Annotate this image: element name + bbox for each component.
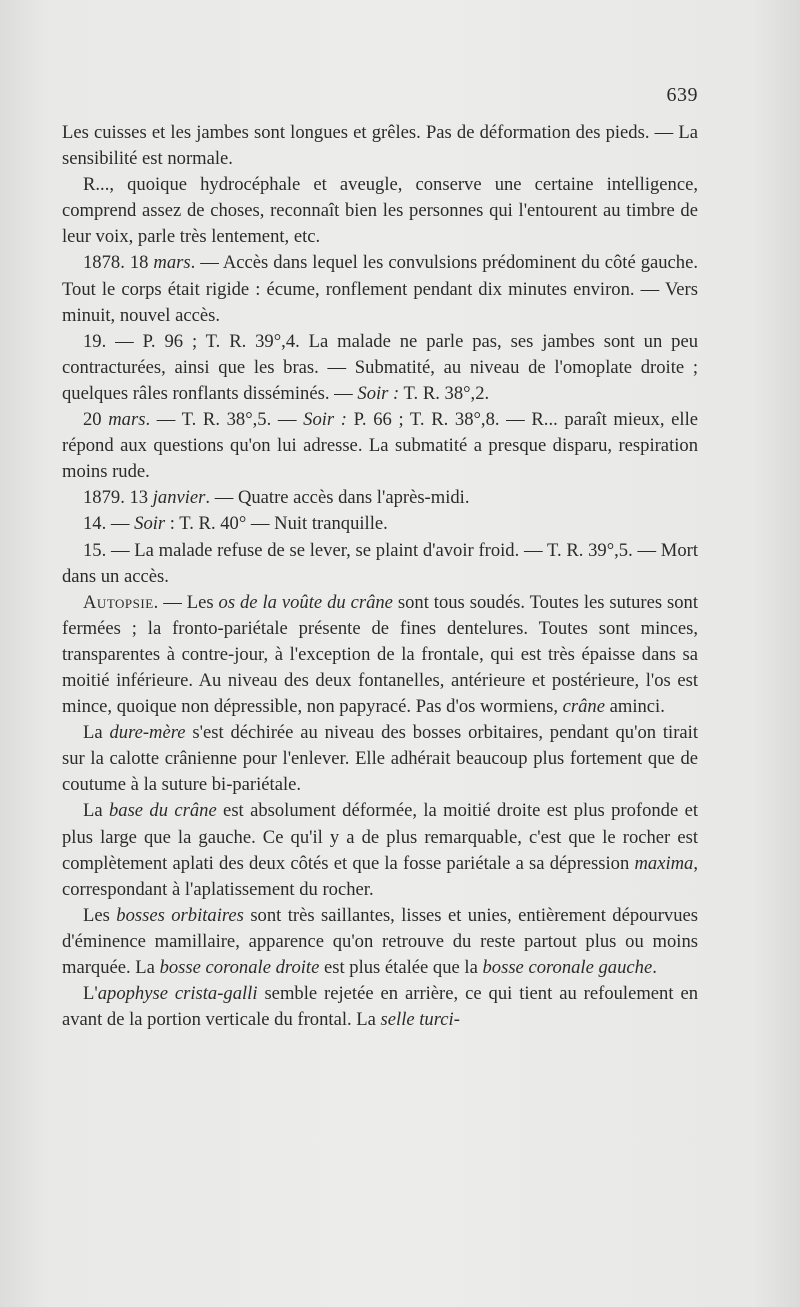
text-run: aminci. [604, 696, 665, 718]
italic-text: dure-mère [109, 722, 186, 744]
text-run: 1879. 13 [83, 487, 153, 509]
italic-text: mars [108, 409, 146, 431]
text-run: : T. R. 40° — Nuit tranquille. [165, 513, 388, 535]
text-run: L' [83, 983, 98, 1005]
paragraph: R..., quoique hydrocéphale et aveugle, conserve une certaine intelligence, comprend assez de choses, reconnaît bien les personnes qui l'entourent au timbre de leur voix, parle très lentement, etc. [62, 174, 698, 248]
text-run: semble rejetée en arrière, ce qui tient au refoulement en avant de la portion verticale du frontal. La [62, 983, 698, 1031]
text-run: 14. — [83, 513, 135, 535]
paragraph [62, 981, 698, 1033]
text-run: 19. — P. 96 ; T. R. 39°,4. La malade ne parle pas, ses jambes sont un peu contracturées, ainsi que les bras. — Submatité, au niveau de l'omoplate droite ; quelques râles ronflants disséminés. — [62, 330, 698, 404]
text-run: 20 [83, 409, 109, 431]
paragraph: 15. — La malade refuse de se lever, se plaint d'avoir froid. — T. R. 39°,5. — Mort dans un accès. [62, 539, 698, 587]
paragraph [62, 590, 698, 720]
body-text [62, 120, 698, 1033]
paragraph [62, 511, 698, 537]
section-label: Autopsie [83, 591, 154, 613]
text-run: est absolument déformée, la moitié droite est plus profonde et plus large que la gauche. Ce qu'il y a de plus remarquable, c'est que le rocher est complètement aplati des deux côtés et que la fosse pariétale a sa dépression [62, 800, 698, 874]
text-run: sont très saillantes, lisses et unies, entièrement dépourvues d'éminence mamillaire, apparence qu'on retrouve du reste partout plus ou moins marquée. La [62, 904, 698, 978]
italic-text: Soir [134, 513, 166, 535]
paragraph [62, 798, 698, 902]
paragraph: Les cuisses et les jambes sont longues et grêles. Pas de déformation des pieds. — La sensibilité est normale. [62, 122, 698, 170]
text-run: sont tous soudés. Toutes les sutures sont fermées ; la fronto-pariétale présente de fines dentelures. Toutes sont minces, transparentes à contre-jour, à l'exception de la frontale, qui est très épaisse dans sa moitié inférieure. Au niveau des deux fontanelles, antérieure et postérieure, l'os est mince, quoique non dépressible, non papyracé. Pas d'os wormiens, [62, 591, 699, 718]
italic-text: os de la voûte du crâne [218, 591, 393, 613]
text-run: . — Accès dans lequel les convulsions prédominent du côté gauche. Tout le corps était rigide : écume, ronflement pendant dix minutes environ. — Vers minuit, nouvel accès. [62, 252, 699, 326]
paragraph [62, 329, 698, 407]
text-run: est plus étalée que la [319, 957, 483, 978]
italic-text: bosses orbitaires [116, 904, 244, 926]
text-run: . — Quatre accès dans l'après-midi. [205, 487, 470, 509]
text-run: T. R. 38°,2. [399, 382, 490, 404]
paragraph [62, 407, 698, 485]
italic-text: Soir : [357, 382, 400, 404]
paragraph [62, 485, 698, 511]
italic-text: bosse coronale droite [159, 957, 320, 978]
text-run: La [83, 800, 109, 822]
page-number: 639 [666, 84, 698, 106]
text-run: P. 66 ; T. R. 38°,8. — R... paraît mieux, elle répond aux questions qu'on lui adresse. La submatité a presque disparu, respiration moins rude. [62, 409, 698, 483]
text-run: Les [83, 904, 117, 926]
italic-text: Soir : [303, 409, 347, 431]
text-run: 1878. 18 [83, 252, 154, 274]
italic-text: base du crâne [108, 800, 217, 822]
italic-text: crâne [562, 696, 605, 718]
text-run: . — Les [153, 591, 219, 613]
paragraph [62, 720, 698, 798]
text-run: La [83, 722, 110, 744]
text-run: , correspondant à l'aplatissement du rocher. [62, 852, 698, 900]
paragraph [62, 250, 698, 328]
paragraph [62, 903, 698, 981]
italic-text: maxima [634, 852, 694, 874]
text-run: s'est déchirée au niveau des bosses orbitaires, pendant qu'on tirait sur la calotte crânienne pour l'enlever. Elle adhérait beaucoup plus fortement que de coutume à la suture bi-pariétale. [62, 722, 699, 796]
italic-text: janvier [152, 487, 206, 509]
text-run: . — T. R. 38°,5. — [145, 409, 304, 431]
text-run: . [652, 957, 657, 978]
italic-text: selle turci- [380, 1009, 460, 1031]
italic-text: mars [153, 252, 191, 274]
italic-text: apophyse crista-galli [97, 983, 258, 1005]
italic-text: bosse coronale gauche [482, 957, 653, 978]
